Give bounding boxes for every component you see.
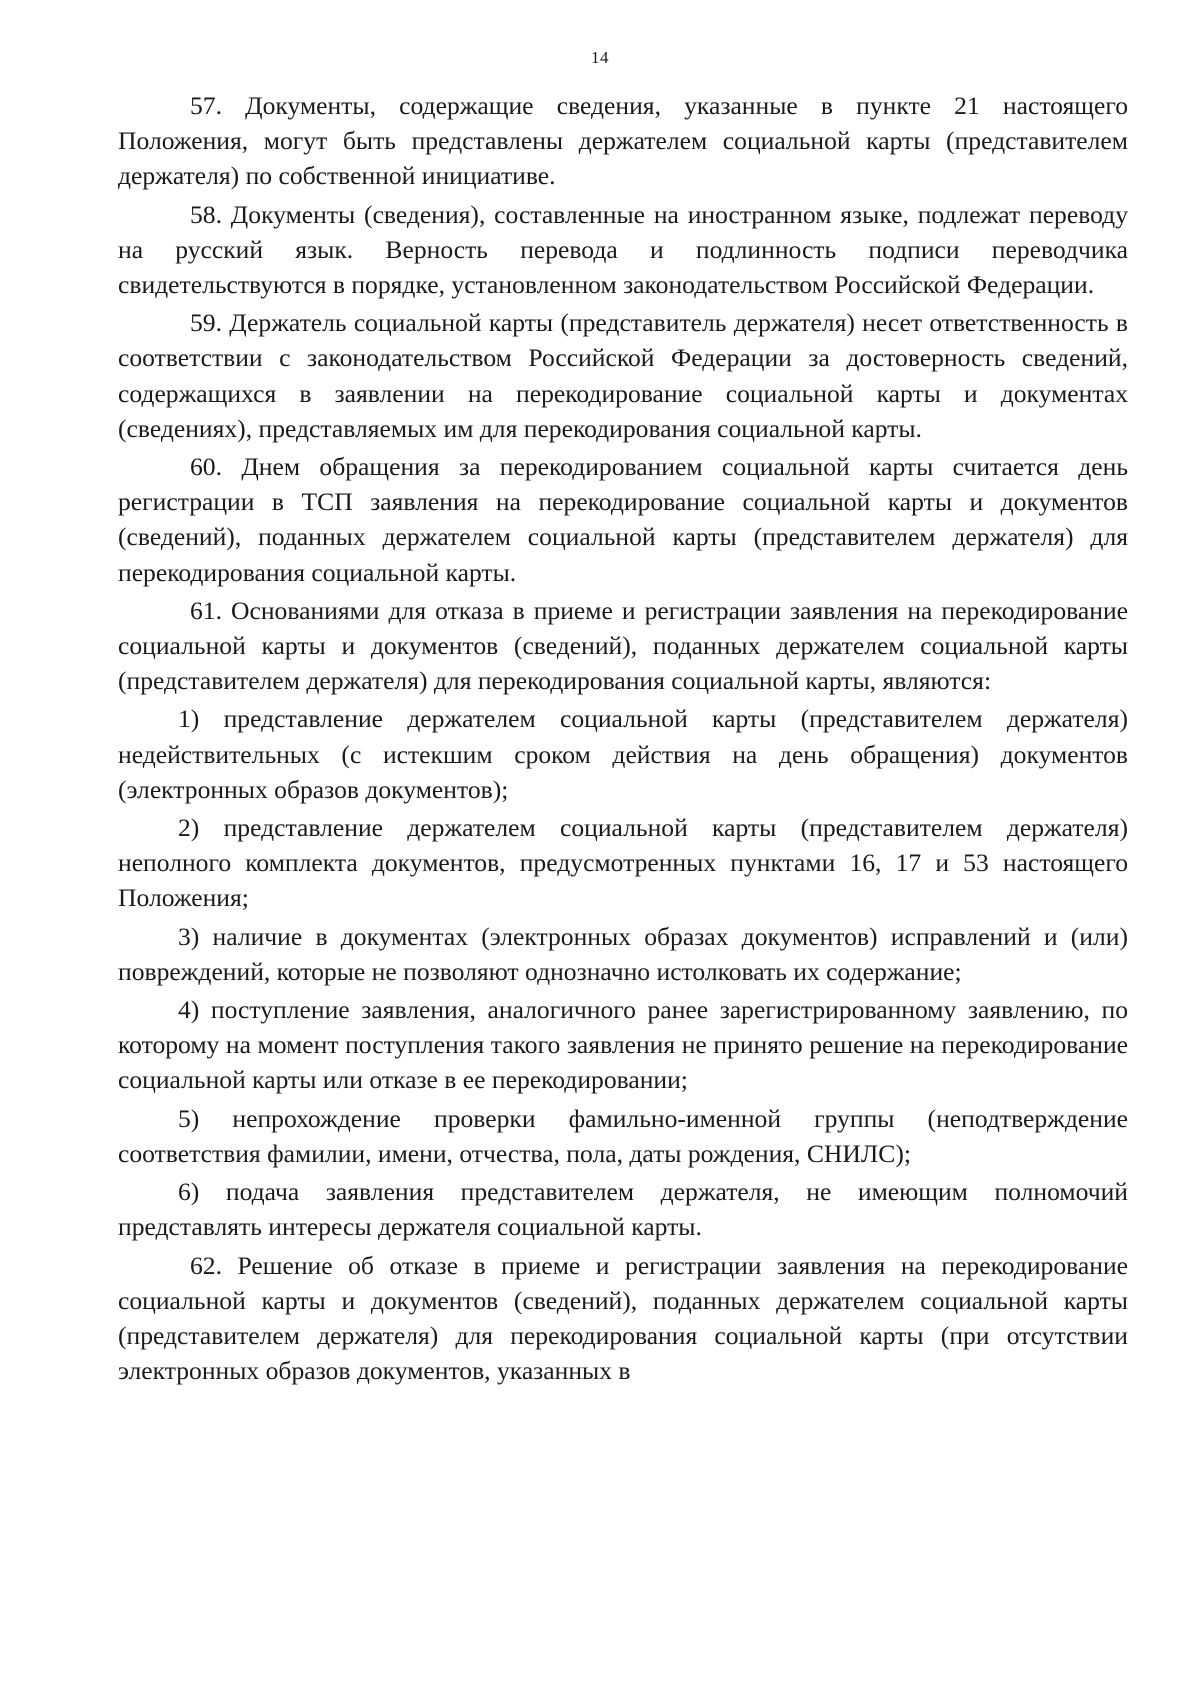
list-item-5: 5) непрохождение проверки фамильно-именной группы (неподтверждение соответствия фамилии, имени, отчества, пола, даты рождения, СНИЛС); — [118, 1103, 1128, 1168]
paragraph-61: 61. Основаниями для отказа в приеме и регистрации заявления на перекодирование социальной карты и документов (сведений), поданных держателем социальной карты (представителем держателя) для перекодирования социальной карты, являются: — [118, 595, 1128, 696]
list-item-2: 2) представление держателем социальной карты (представителем держателя) неполного комплекта документов, предусмотренных пунктами 16, 17 и 53 настоящего Положения; — [118, 813, 1128, 913]
document-body — [118, 88, 1128, 1388]
page-number: 14 — [591, 48, 609, 67]
paragraph-62: 62. Решение об отказе в приеме и регистрации заявления на перекодирование социальной карты и документов (сведений), поданных держателем социальной карты (представителем держателя) для перекодирования социальной карты (при отсутствии электронных образов документов, указанных в — [118, 1250, 1128, 1386]
list-item-1: 1) представление держателем социальной карты (представителем держателя) недействительных (с истекшим сроком действия на день обращения) документов (электронных образов документов); — [118, 704, 1128, 804]
list-item-6: 6) подача заявления представителем держателя, не имеющим полномочий представлять интересы держателя социальной карты. — [118, 1177, 1128, 1242]
paragraph-57: 57. Документы, содержащие сведения, указанные в пункте 21 настоящего Положения, могут быть представлены держателем социальной карты (представителем держателя) по собственной инициативе. — [118, 91, 1128, 191]
paragraph-59: 59. Держатель социальной карты (представитель держателя) несет ответственность в соответствии с законодательством Российской Федерации за достоверность сведений, содержащихся в заявлении на перекодирование социальной карты и документах (сведениях), представляемых им для перекодирования социальной карты. — [118, 308, 1128, 443]
list-item-4: 4) поступление заявления, аналогичного ранее зарегистрированному заявлению, по которому на момент поступления такого заявления не принято решение на перекодирование социальной карты или отказе в ее перекодировании; — [118, 995, 1128, 1095]
list-item-3: 3) наличие в документах (электронных образах документов) исправлений и (или) повреждений, которые не позволяют однозначно истолковать их содержание; — [118, 921, 1128, 986]
paragraph-58: 58. Документы (сведения), составленные на иностранном языке, подлежат переводу на русский язык. Верность перевода и подлинность подписи переводчика свидетельствуются в порядке, установленном законодательством Российской Федерации. — [118, 199, 1128, 300]
paragraph-60: 60. Днем обращения за перекодированием социальной карты считается день регистрации в ТСП заявления на перекодирование социальной карты и документов (сведений), поданных держателем социальной карты (представителем держателя) для перекодирования социальной карты. — [118, 452, 1128, 587]
